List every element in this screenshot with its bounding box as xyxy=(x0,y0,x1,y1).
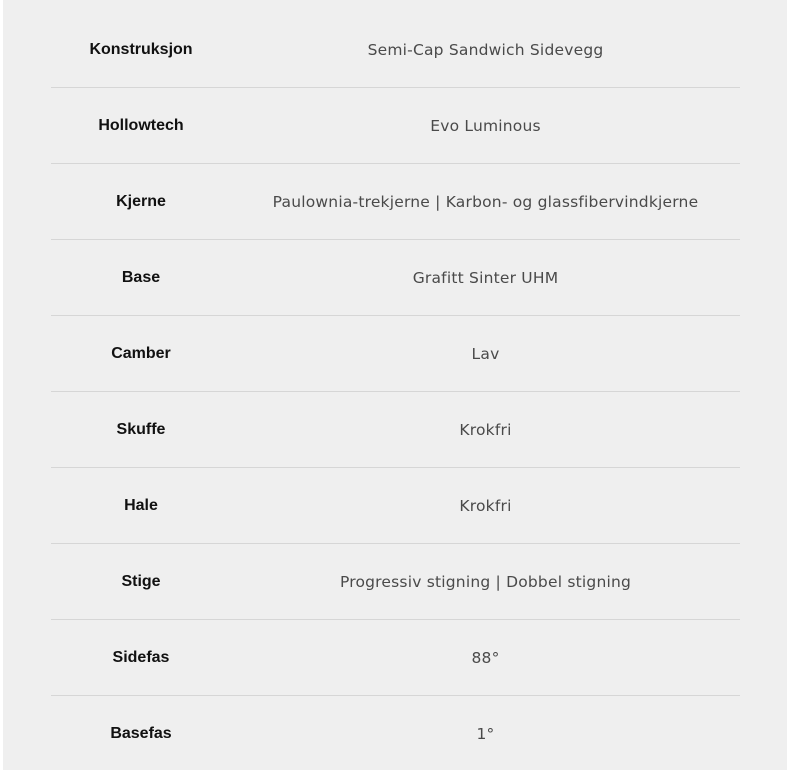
spec-value: Progressiv stigning | Dobbel stigning xyxy=(339,572,632,591)
spec-row-sidefas xyxy=(51,620,740,696)
spec-row-camber xyxy=(51,316,740,392)
spec-row-kjerne xyxy=(51,164,740,240)
spec-row-base xyxy=(51,240,740,316)
spec-row-hollowtech xyxy=(51,88,740,164)
spec-value: Krokfri xyxy=(459,496,512,515)
spec-panel xyxy=(3,0,787,770)
spec-value: Paulownia-trekjerne | Karbon- og glassfibervindkjerne xyxy=(272,192,699,211)
spec-label: Hollowtech xyxy=(98,116,184,134)
spec-row-basefas xyxy=(51,696,740,772)
spec-value: 1° xyxy=(476,725,495,743)
spec-table xyxy=(51,12,740,772)
spec-value: Evo Luminous xyxy=(430,116,541,135)
spec-value: 88° xyxy=(471,648,500,667)
spec-label: Stige xyxy=(121,572,161,590)
spec-label: Base xyxy=(121,268,161,286)
spec-value: Krokfri xyxy=(459,420,512,439)
spec-label: Kjerne xyxy=(116,192,166,210)
spec-label: Sidefas xyxy=(112,648,170,666)
spec-label: Konstruksjon xyxy=(89,40,193,58)
spec-label: Hale xyxy=(124,496,158,514)
spec-value: Semi-Cap Sandwich Sidevegg xyxy=(367,40,604,59)
spec-row-hale xyxy=(51,468,740,544)
spec-row-stige xyxy=(51,544,740,620)
spec-label: Skuffe xyxy=(116,420,166,438)
spec-value: Grafitt Sinter UHM xyxy=(412,268,559,287)
spec-label: Basefas xyxy=(110,725,172,742)
spec-row-skuffe xyxy=(51,392,740,468)
spec-value: Lav xyxy=(471,344,500,363)
spec-label: Camber xyxy=(111,344,171,362)
spec-row-konstruksjon xyxy=(51,12,740,88)
